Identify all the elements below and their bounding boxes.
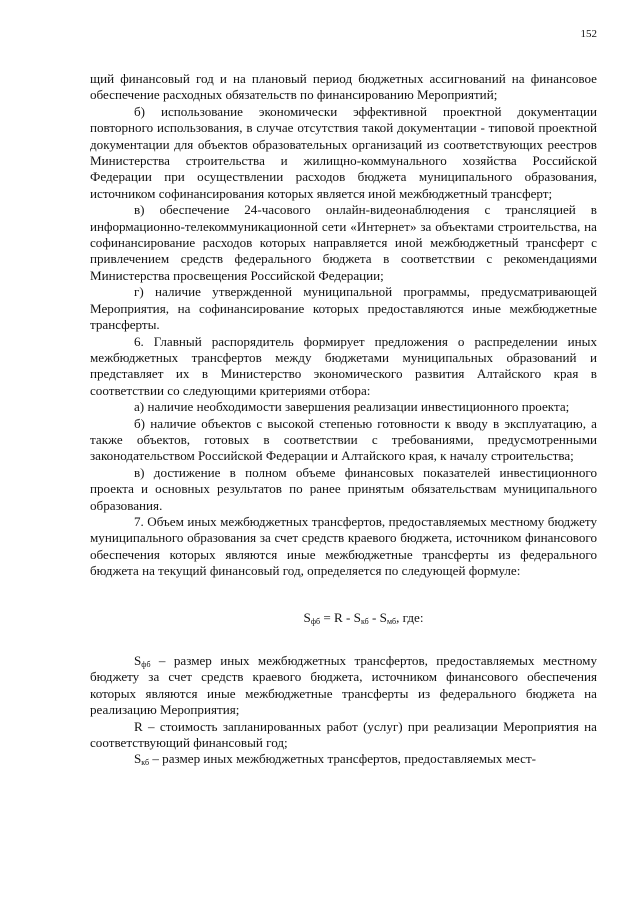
paragraph: 7. Объем иных межбюджетных трансфертов, предоставляемых местному бюджету муниципального образования за счет средств краевого бюджета, источником финансового обеспечения которых являются иные межбюджетные трансферты из федерального бюджета на текущий финансовый год, определяется по следующей формуле: <box>90 513 597 579</box>
formula-tail: , где: <box>396 609 424 625</box>
formula-operator: = R - <box>320 609 354 625</box>
definition: $S_{фб}$ – размер иных межбюджетных трансфертов, предоставляемых местному бюджету за счет средств краевого бюджета, источником финансового обеспечения которых являются иные межбюджетные трансферты из федерального бюджета на реализацию Мероприятия; <box>90 653 597 718</box>
definition-symbol: R <box>134 718 143 734</box>
formula-symbol-s-fb: $S_{фб}$ <box>303 609 321 626</box>
paragraph: в) достижение в полном объеме финансовых показателей инвестиционного проекта и основных результатов по ранее принятым обязательствам муниципального образования. <box>90 464 597 513</box>
paragraph: в) обеспечение 24-часового онлайн-видеонаблюдения с трансляцией в информационно-телекоммуникационной сети «Интернет» за объектами строительства, на софинансирование расходов которых направляется иной межбюджетный трансферт с привлечением средств федерального бюджета в соответствии с рекомендациями Министерства просвещения Российской Федерации; <box>90 202 597 283</box>
paragraph: б) наличие объектов с высокой степенью готовности к вводу в эксплуатацию, а также объектов, готовых в соответствии с требованиями, предусмотренными законодательством Российской Федерации и Алтайского края, к началу строительства; <box>90 415 597 464</box>
paragraph: а) наличие необходимости завершения реализации инвестиционного проекта; <box>134 399 570 415</box>
definition: R – стоимость запланированных работ (услуг) при реализации Мероприятия на соответствующий финансовый год; <box>90 718 597 751</box>
paragraph: б) использование экономически эффективной проектной документации повторного использования, в случае отсутствия такой документации - типовой проектной документации для объектов образовательных организаций из соответствующих реестров Министерства строительства и жилищно-коммунального хозяйства Российской Федерации при осуществлении расходов бюджета муниципального образования, источником софинансирования которых является иной межбюджетный трансферт; <box>90 103 597 201</box>
definition-symbol: $S_{фб}$ <box>134 653 151 669</box>
definition: $S_{кб}$ – размер иных межбюджетных трансфертов, предоставляемых мест- <box>134 751 537 768</box>
definition-symbol: $S_{кб}$ <box>134 751 150 768</box>
formula-operator: - <box>368 609 380 625</box>
paragraph: г) наличие утвержденной муниципальной программы, предусматривающей Мероприятия, на софинансирование которых предоставляются иные межбюджетные трансферты. <box>90 284 597 333</box>
page-number: 152 <box>580 28 597 40</box>
formula-symbol-s-mb: $S_{мб}$ <box>379 609 397 626</box>
paragraph: 6. Главный распорядитель формирует предложения о распределении иных межбюджетных трансфертов между бюджетами муниципальных образований и представляет их в Министерство экономического развития Алтайского края в соответствии со следующими критериями отбора: <box>90 333 597 398</box>
formula <box>90 610 597 626</box>
document-body <box>90 71 597 768</box>
formula-symbol-s-kb: $S_{кб}$ <box>353 609 369 626</box>
paragraph: щий финансовый год и на плановый период бюджетных ассигнований на финансовое обеспечение расходных обязательств по финансированию Мероприятий; <box>90 71 597 103</box>
